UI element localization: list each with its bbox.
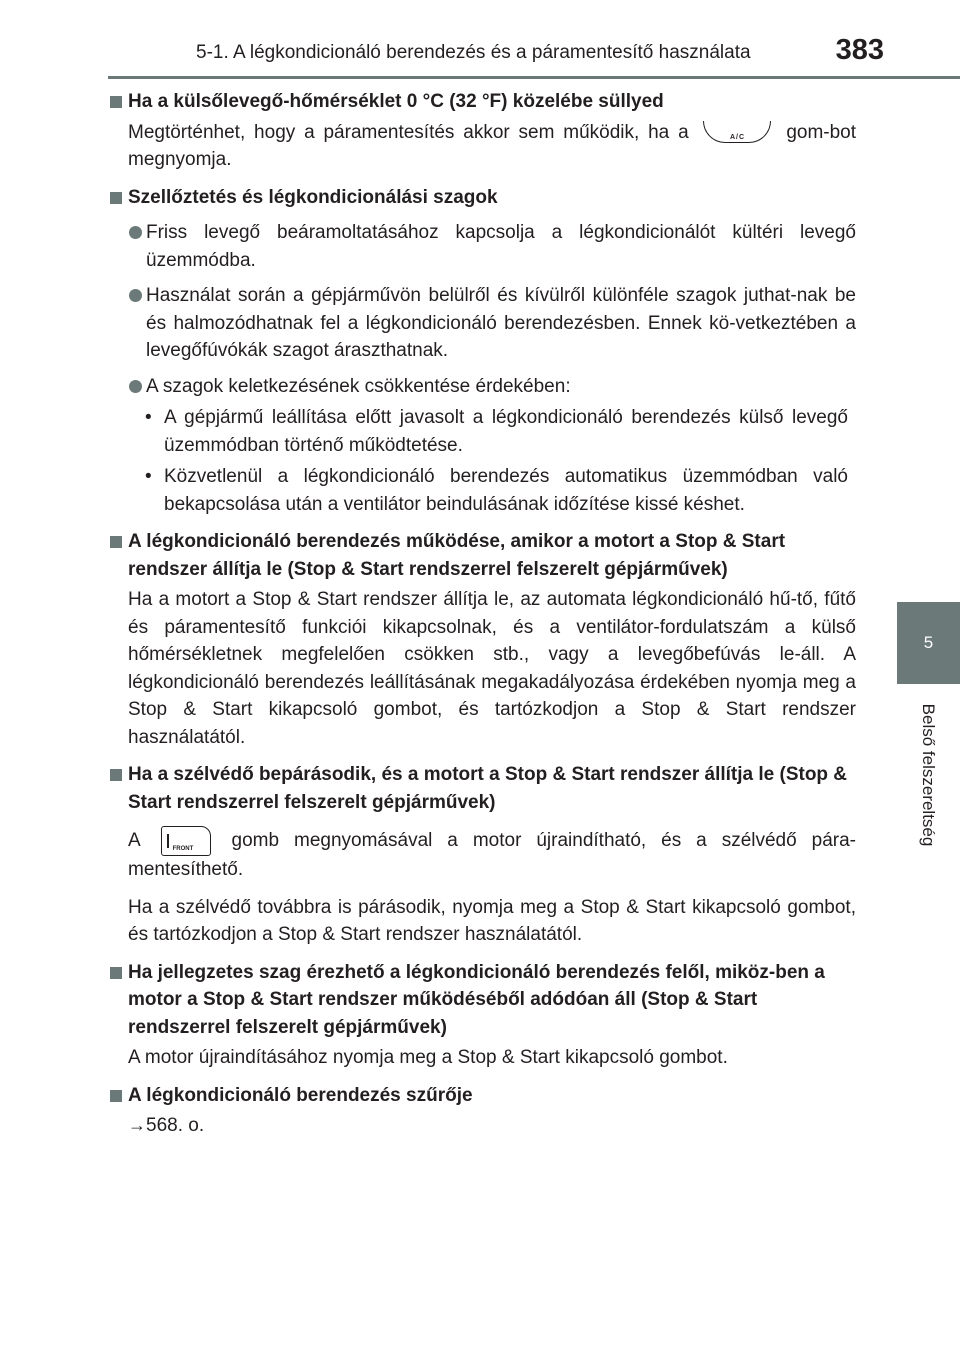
page-content — [108, 88, 856, 1140]
square-bullet-icon — [110, 96, 122, 108]
list-item: Friss levegő beáramoltatásához kapcsolja a légkondicionálót kültéri levegő üzemmódba. — [108, 219, 856, 274]
page-header-title: 5-1. A légkondicionáló berendezés és a páramentesítő használata — [196, 42, 751, 63]
paragraph: Ha a motort a Stop & Start rendszer állítja le, az automata légkondicionáló hű-tő, fűtő és páramentesítő funkciói kikapcsolnak, és a ventilátor-fordulatszám a külső hőmérsékletnek megfelelően csökken stb., vagy a levegőbefúvás le-áll. A légkondicionáló berendezés leállításának megakadályozása érdekében nyomja meg a Stop & Start kikapcsoló gombot, és tartózkodjon a Stop & Start rendszer használatától. — [128, 589, 856, 748]
list-item: Használat során a gépjárművön belülről és kívülről különféle szagok juthat-nak be és halmozódhatnak fel a légkondicionáló berendezésben. Ennek kö-vetkeztében a levegőfúvókák szagot áraszthatnak. — [108, 282, 856, 365]
square-bullet-icon — [110, 1090, 122, 1102]
chapter-tab — [897, 602, 960, 684]
paragraph: A FRONT gomb megnyomásával a motor újraindítható, és a szélvédő pára-mentesíthető. — [108, 826, 856, 884]
circle-bullet-icon — [129, 380, 142, 393]
paragraph: A motor újraindításához nyomja meg a Stop & Start kikapcsoló gombot. — [128, 1047, 728, 1068]
chapter-number: 5 — [923, 633, 934, 652]
dot-bullet-icon: • — [145, 466, 152, 487]
page-reference — [108, 1112, 856, 1140]
square-bullet-icon — [110, 769, 122, 781]
square-bullet-icon — [110, 967, 122, 979]
sub-list-item: • Közvetlenül a légkondicionáló berendezés automatikus üzemmódban való bekapcsolása után a ventilátor beindulásának időzítése kissé késhet. — [108, 463, 856, 518]
arrow-right-icon: → — [128, 1115, 146, 1135]
circle-bullet-icon — [129, 289, 142, 302]
front-defroster-button-icon: FRONT — [161, 826, 211, 856]
page-number: 383 — [835, 34, 884, 66]
section-heading: Ha jellegzetes szag érezhető a légkondicionáló berendezés felől, miköz-ben a motor a Stop & Start rendszer működéséből adódóan áll (Stop & Start rendszerrel felszerelt gépjárművek) — [108, 959, 856, 1042]
square-bullet-icon — [110, 192, 122, 204]
paragraph: Ha a szélvédő továbbra is párásodik, nyomja meg a Stop & Start kikapcsoló gombot, és tartózkodjon a Stop & Start rendszer használatától. — [128, 896, 856, 945]
circle-bullet-icon — [129, 226, 142, 239]
section-heading: Szellőztetés és légkondicionálási szagok — [108, 184, 856, 212]
square-bullet-icon — [110, 536, 122, 548]
sub-list-item: • A gépjármű leállítása előtt javasolt a légkondicionáló berendezés külső levegő üzemmódban történő működtetése. — [108, 404, 856, 459]
section-heading: Ha a külsőlevegő-hőmérséklet 0 °C (32 °F) közelébe süllyed — [108, 88, 856, 116]
dot-bullet-icon: • — [145, 407, 152, 428]
chapter-label: Belső felszereltség — [919, 703, 938, 847]
page-reference-link[interactable]: 568. o. — [146, 1115, 205, 1136]
section-heading: Ha a szélvédő bepárásodik, és a motort a Stop & Start rendszer állítja le (Stop & Start rendszerrel felszerelt gépjárművek) — [108, 761, 856, 816]
paragraph: Megtörténhet, hogy a páramentesítés akkor sem működik, ha a A/C gom-bot megnyomja. — [128, 121, 857, 170]
section-heading: A légkondicionáló berendezés szűrője — [108, 1082, 856, 1110]
section-heading: A légkondicionáló berendezés működése, amikor a motort a Stop & Start rendszer állítja le (Stop & Start rendszerrel felszerelt gépjárművek) — [108, 528, 856, 583]
list-item: A szagok keletkezésének csökkentése érdekében: — [108, 373, 856, 401]
header-divider — [108, 76, 960, 79]
ac-button-icon: A/C — [703, 121, 771, 143]
